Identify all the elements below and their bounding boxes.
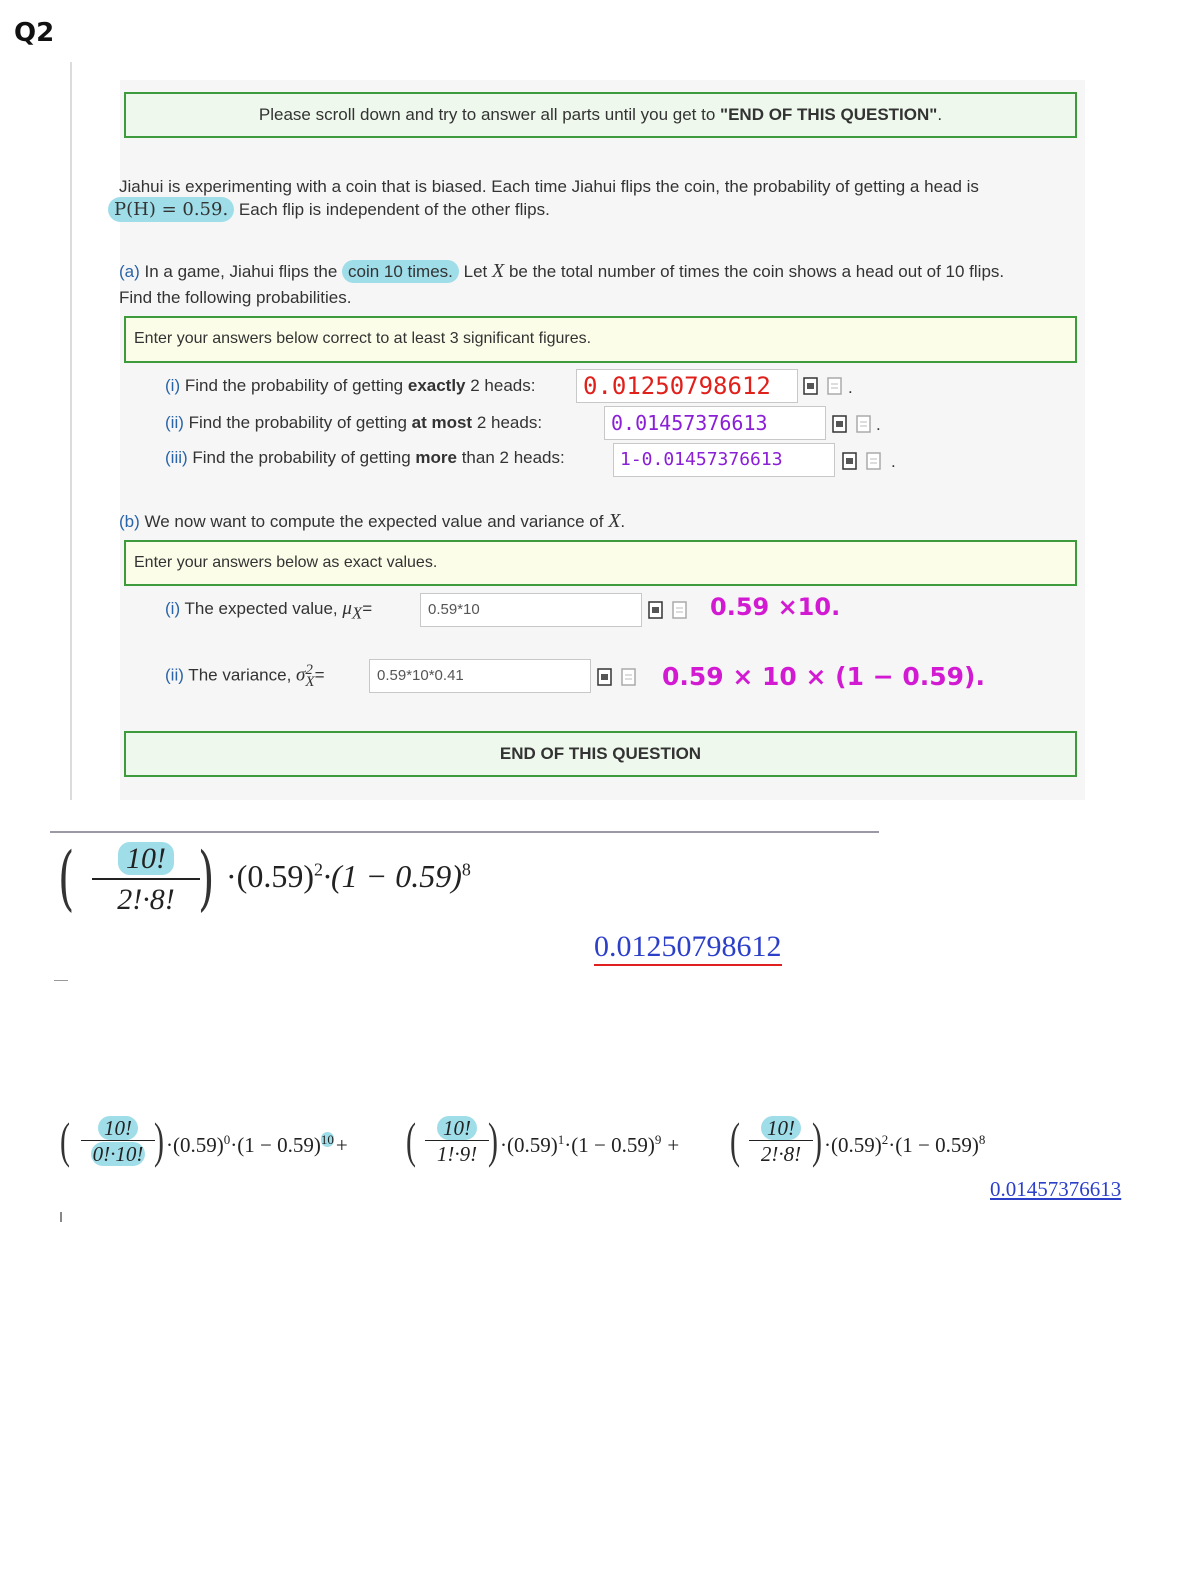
part-b-ii-text: The variance,	[183, 665, 297, 685]
sigma-superscript: 2	[305, 662, 313, 678]
part-b-instruction: Enter your answers below as exact values.	[124, 540, 1077, 586]
term2-exp2: 9	[654, 1132, 662, 1147]
intro-line2	[108, 199, 550, 220]
term1-base2: ·(1 − 0.59)	[230, 1133, 321, 1157]
answer-b-ii-value: 0.59*10*0.41	[377, 667, 464, 684]
term2-exp1: 1	[557, 1132, 565, 1147]
part-a-prompt	[119, 260, 1004, 283]
answer-a-i-value: 0.01250798612	[583, 372, 771, 400]
calc1-exp2: 8	[461, 859, 471, 880]
part-a-iii-pre: Find the probability of getting	[187, 448, 416, 467]
part-b-label: (b)	[119, 512, 140, 531]
part-b-i-text: The expected value,	[180, 599, 343, 618]
document-icon[interactable]	[672, 601, 688, 619]
document-icon[interactable]	[827, 377, 843, 395]
part-a-i-num: (i)	[165, 376, 181, 395]
answer-a-ii-value: 0.01457376613	[611, 411, 768, 435]
term2-base1: ·(0.59)	[500, 1133, 558, 1157]
sigma-subscript: X	[305, 674, 315, 690]
part-b-i-eq: =	[362, 599, 373, 618]
preview-icon[interactable]	[832, 415, 848, 433]
term3-exp1: 2	[881, 1132, 889, 1147]
term1-numerator	[78, 1116, 158, 1140]
term2-left-paren: (	[406, 1112, 416, 1168]
answer-input-b-i[interactable]	[420, 593, 642, 627]
part-b-i-num: (i)	[165, 599, 181, 618]
numerator-text: 10!	[118, 842, 174, 875]
part-a-iii-bold: more	[415, 448, 457, 467]
term3-base1: ·(0.59)	[824, 1133, 882, 1157]
term3-right-paren: )	[812, 1112, 822, 1168]
term3-denominator: 2!·8!	[760, 1142, 802, 1167]
answer-a-iii-value: 1-0.01457376613	[620, 449, 783, 470]
answer-input-a-ii[interactable]	[604, 406, 826, 440]
part-b-text: We now want to compute the expected value and variance of	[139, 512, 609, 531]
calc1-base2: ·(1 − 0.59)	[322, 858, 462, 894]
calc1-body	[226, 858, 471, 895]
scroll-notice-suffix: .	[937, 105, 943, 124]
term2-base2: ·(1 − 0.59)	[564, 1133, 655, 1157]
a-ii-period: .	[876, 415, 881, 434]
part-a-highlight: coin 10 times.	[342, 260, 459, 283]
mu-subscript: X	[351, 603, 363, 623]
term3-body	[824, 1132, 985, 1158]
part-a-ii-pre: Find the probability of getting	[183, 413, 412, 432]
part-b-ii-num: (ii)	[165, 665, 184, 685]
part-b-ii-eq: =	[314, 665, 325, 685]
fraction-denominator: 2!·8!	[117, 882, 175, 916]
end-of-question-notice: END OF THIS QUESTION	[124, 731, 1077, 777]
answer-input-a-i[interactable]	[576, 369, 798, 403]
part-a-iii-post: than 2 heads:	[456, 448, 565, 467]
term1-num-text: 10!	[98, 1116, 138, 1140]
term1-left-paren: (	[60, 1112, 70, 1168]
term1-right-paren: )	[154, 1112, 164, 1168]
part-b-end: .	[620, 512, 626, 531]
handwritten-note-expected: 0.59 ×10.	[710, 593, 841, 621]
page-label: Q2	[14, 18, 55, 48]
answer-input-b-ii[interactable]	[369, 659, 591, 693]
fraction-numerator	[86, 840, 206, 878]
scroll-notice-text: Please scroll down and try to answer all parts until you get to	[258, 105, 721, 124]
term3-base2: ·(1 − 0.59)	[888, 1133, 979, 1157]
answer-input-a-iii[interactable]	[613, 443, 835, 477]
term3-exp2: 8	[978, 1132, 986, 1147]
right-paren: )	[198, 837, 215, 919]
part-b-prompt	[119, 510, 625, 533]
sigma-symbol: σ	[296, 664, 306, 686]
calc2-result: 0.01457376613	[990, 1177, 1122, 1201]
a-i-period: .	[848, 378, 853, 397]
part-a-label: (a)	[119, 262, 140, 281]
term1-fraction	[78, 1116, 158, 1165]
part-b-ii-label	[165, 664, 325, 688]
part-a-ii-post: 2 heads:	[472, 413, 543, 432]
preview-icon[interactable]	[842, 452, 858, 470]
part-a-i-bold: exactly	[407, 376, 466, 395]
calc1-exp1: 2	[313, 859, 323, 880]
part-a-instruction: Enter your answers below correct to at least 3 significant figures.	[124, 316, 1077, 363]
term3-num-text: 10!	[761, 1116, 801, 1140]
sigma-scripts	[305, 664, 314, 688]
document-icon[interactable]	[621, 668, 637, 686]
term1-denominator	[78, 1141, 158, 1165]
dash-mark	[54, 980, 68, 981]
preview-icon[interactable]	[803, 377, 819, 395]
calculation-at-most-two	[60, 1110, 1060, 1180]
left-divider	[70, 62, 72, 800]
var-x: X	[608, 510, 621, 532]
term3-numerator	[746, 1116, 816, 1140]
term3-fraction	[746, 1116, 816, 1165]
part-a-line2: Find the following probabilities.	[119, 288, 352, 307]
calculation-exactly-two	[58, 836, 528, 926]
part-a-i-label	[165, 376, 535, 396]
intro-line1: Jiahui is experimenting with a coin that is biased. Each time Jiahui flips the coin, the probability of getting a head is	[119, 177, 979, 196]
term1-exp1: 0	[223, 1132, 231, 1147]
part-a-ii-num: (ii)	[165, 413, 184, 432]
part-a-text-mid: Let	[458, 262, 492, 281]
cursor-mark	[60, 1212, 62, 1222]
handwritten-note-variance: 0.59 × 10 × (1 − 0.59).	[662, 662, 985, 691]
term1-exp2: 10	[320, 1132, 334, 1147]
part-a-ii-label	[165, 413, 542, 433]
part-b-i-label	[165, 598, 372, 623]
answer-b-i-value: 0.59*10	[428, 601, 480, 618]
part-a-i-post: 2 heads:	[465, 376, 536, 395]
part-a-ii-bold: at most	[411, 413, 473, 432]
preview-icon[interactable]	[597, 668, 613, 686]
part-a-iii-label	[165, 448, 565, 468]
var-x: X	[492, 260, 505, 282]
term2-fraction	[422, 1116, 492, 1165]
preview-icon[interactable]	[648, 601, 664, 619]
term2-numerator	[422, 1116, 492, 1140]
separator-rule	[50, 831, 879, 833]
term2-body	[500, 1132, 679, 1158]
term3-left-paren: (	[730, 1112, 740, 1168]
scroll-notice	[124, 92, 1077, 138]
document-icon[interactable]	[866, 452, 882, 470]
term2-num-text: 10!	[437, 1116, 477, 1140]
calc1-result: 0.01250798612	[594, 930, 782, 966]
a-iii-period: .	[891, 452, 896, 471]
part-a-text-pre: In a game, Jiahui flips the	[139, 262, 343, 281]
binomial-fraction	[86, 840, 206, 918]
left-paren: (	[58, 837, 75, 919]
mu-symbol: μ	[342, 598, 352, 619]
term1-plus: +	[335, 1133, 348, 1157]
term1-den-text: 0!·10!	[92, 1142, 144, 1167]
term2-denominator: 1!·9!	[436, 1142, 478, 1167]
intro-line2-text: Each flip is independent of the other flips.	[234, 200, 550, 219]
calc1-base1: ·(0.59)	[226, 858, 314, 894]
part-a-i-pre: Find the probability of getting	[180, 376, 408, 395]
part-a-iii-num: (iii)	[165, 448, 188, 467]
part-a-text-post: be the total number of times the coin shows a head out of 10 flips.	[504, 262, 1005, 281]
term2-plus: +	[667, 1133, 680, 1157]
term1-base1: ·(0.59)	[166, 1133, 224, 1157]
scroll-notice-bold: "END OF THIS QUESTION"	[720, 105, 938, 124]
document-icon[interactable]	[856, 415, 872, 433]
term1-body	[166, 1132, 348, 1158]
probability-formula: P(H) = 0.59.	[108, 197, 234, 222]
term2-right-paren: )	[488, 1112, 498, 1168]
